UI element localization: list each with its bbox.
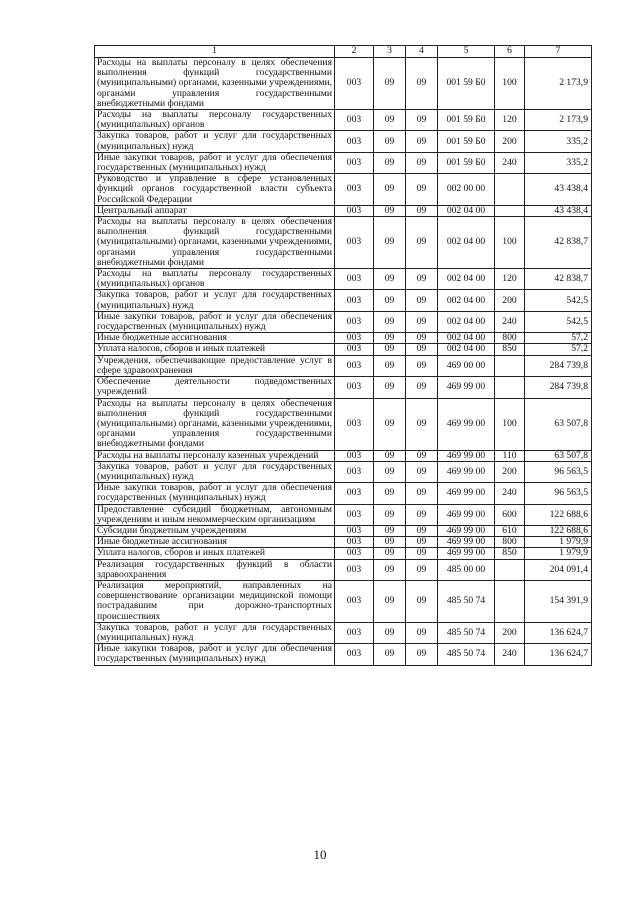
expense-type-cell [495,355,525,376]
amount-cell: 43 438,4 [525,205,592,216]
expense-name-cell: Расходы на выплаты персоналу в целях обеспечения выполнения функций государственными (муниципальными) органами, казенными учреждениями, органами управления государственными внебюджетными фондами [95,398,335,450]
expense-type-cell: 240 [495,311,525,332]
section-code-cell: 09 [374,131,406,152]
subsection-code-cell: 09 [406,548,438,559]
table-row [95,110,592,131]
expense-type-cell: 200 [495,622,525,643]
section-code-cell: 09 [374,559,406,580]
subsection-code-cell: 09 [406,174,438,206]
table-row [95,504,592,525]
subsection-code-cell: 09 [406,525,438,536]
ministry-code-cell: 003 [335,537,374,548]
section-code-cell: 09 [374,311,406,332]
table-row [95,377,592,398]
amount-cell: 284 739,8 [525,377,592,398]
target-article-cell: 469 99 00 [438,525,495,536]
table-row [95,622,592,643]
amount-cell: 96 563,5 [525,483,592,504]
ministry-code-cell: 003 [335,450,374,461]
page-number: 10 [313,847,327,862]
section-code-cell: 09 [374,217,406,269]
subsection-code-cell: 09 [406,152,438,173]
expense-name-cell: Закупка товаров, работ и услуг для государственных (муниципальных) нужд [95,131,335,152]
expense-name-cell: Обеспечение деятельности подведомственных учреждений [95,377,335,398]
table-row [95,559,592,580]
target-article-cell: 469 99 00 [438,483,495,504]
expense-name-cell: Иные закупки товаров, работ и услуг для обеспечения государственных (муниципальных) нужд [95,152,335,173]
ministry-code-cell: 003 [335,269,374,290]
ministry-code-cell: 003 [335,58,374,110]
expense-type-cell [495,377,525,398]
section-code-cell: 09 [374,398,406,450]
amount-cell: 1 979,9 [525,537,592,548]
table-row [95,580,592,622]
subsection-code-cell: 09 [406,110,438,131]
target-article-cell: 002 00 00 [438,174,495,206]
ministry-code-cell: 003 [335,377,374,398]
section-code-cell: 09 [374,205,406,216]
expense-type-cell: 610 [495,525,525,536]
expense-type-cell: 850 [495,344,525,355]
amount-cell: 2 173,9 [525,58,592,110]
ministry-code-cell: 003 [335,355,374,376]
target-article-cell: 469 99 00 [438,377,495,398]
subsection-code-cell: 09 [406,344,438,355]
expense-type-cell: 240 [495,152,525,173]
section-code-cell: 09 [374,344,406,355]
section-code-cell: 09 [374,622,406,643]
ministry-code-cell: 003 [335,205,374,216]
table-row [95,548,592,559]
expense-name-cell: Учреждения, обеспечивающие предоставление услуг в сфере здравоохранения [95,355,335,376]
subsection-code-cell: 09 [406,333,438,344]
expense-type-cell: 240 [495,483,525,504]
target-article-cell: 469 99 00 [438,450,495,461]
amount-cell: 96 563,5 [525,461,592,482]
subsection-code-cell: 09 [406,622,438,643]
expense-name-cell: Иные закупки товаров, работ и услуг для обеспечения государственных (муниципальных) нужд [95,311,335,332]
subsection-code-cell: 09 [406,483,438,504]
budget-table [94,45,592,666]
subsection-code-cell: 09 [406,131,438,152]
target-article-cell: 002 04 00 [438,333,495,344]
ministry-code-cell: 003 [335,644,374,665]
section-code-cell: 09 [374,152,406,173]
table-row [95,644,592,665]
expense-type-cell: 240 [495,644,525,665]
header-cell: 7 [525,46,592,58]
subsection-code-cell: 09 [406,290,438,311]
amount-cell: 284 739,8 [525,355,592,376]
target-article-cell: 001 59 Б0 [438,110,495,131]
expense-type-cell: 110 [495,450,525,461]
header-cell: 6 [495,46,525,58]
subsection-code-cell: 09 [406,269,438,290]
target-article-cell: 485 50 74 [438,644,495,665]
section-code-cell: 09 [374,450,406,461]
header-cell: 4 [406,46,438,58]
amount-cell: 57,2 [525,333,592,344]
amount-cell: 204 091,4 [525,559,592,580]
target-article-cell: 002 04 00 [438,205,495,216]
ministry-code-cell: 003 [335,311,374,332]
table-body [95,46,592,666]
ministry-code-cell: 003 [335,131,374,152]
expense-name-cell: Иные бюджетные ассигнования [95,537,335,548]
target-article-cell: 469 99 00 [438,548,495,559]
subsection-code-cell: 09 [406,580,438,622]
section-code-cell: 09 [374,290,406,311]
target-article-cell: 469 99 00 [438,461,495,482]
amount-cell: 335,2 [525,152,592,173]
ministry-code-cell: 003 [335,580,374,622]
subsection-code-cell: 09 [406,355,438,376]
target-article-cell: 469 99 00 [438,537,495,548]
ministry-code-cell: 003 [335,217,374,269]
table-row [95,355,592,376]
header-cell: 1 [95,46,335,58]
subsection-code-cell: 09 [406,398,438,450]
ministry-code-cell: 003 [335,152,374,173]
section-code-cell: 09 [374,58,406,110]
table-row [95,398,592,450]
ministry-code-cell: 003 [335,461,374,482]
expense-type-cell [495,559,525,580]
table-row [95,344,592,355]
amount-cell: 154 391,9 [525,580,592,622]
table-row [95,290,592,311]
expense-type-cell [495,580,525,622]
ministry-code-cell: 003 [335,333,374,344]
target-article-cell: 469 99 00 [438,504,495,525]
ministry-code-cell: 003 [335,559,374,580]
subsection-code-cell: 09 [406,58,438,110]
expense-name-cell: Реализация мероприятий, направленных на совершенствование организации медицинской помощи пострадавшим при дорожно-транспортных происшествиях [95,580,335,622]
amount-cell: 542,5 [525,290,592,311]
ministry-code-cell: 003 [335,290,374,311]
target-article-cell: 002 04 00 [438,217,495,269]
table-row [95,450,592,461]
amount-cell: 63 507,8 [525,450,592,461]
target-article-cell: 002 04 00 [438,311,495,332]
amount-cell: 136 624,7 [525,622,592,643]
section-code-cell: 09 [374,525,406,536]
amount-cell: 136 624,7 [525,644,592,665]
target-article-cell: 485 50 74 [438,580,495,622]
section-code-cell: 09 [374,537,406,548]
expense-name-cell: Предоставление субсидий бюджетным, автономным учреждениям и иным некоммерческим организациям [95,504,335,525]
subsection-code-cell: 09 [406,205,438,216]
amount-cell: 542,5 [525,311,592,332]
expense-type-cell: 200 [495,131,525,152]
section-code-cell: 09 [374,580,406,622]
subsection-code-cell: 09 [406,559,438,580]
expense-name-cell: Центральный аппарат [95,205,335,216]
amount-cell: 43 438,4 [525,174,592,206]
table-row [95,205,592,216]
expense-name-cell: Уплата налогов, сборов и иных платежей [95,548,335,559]
expense-name-cell: Иные закупки товаров, работ и услуг для обеспечения государственных (муниципальных) нужд [95,483,335,504]
ministry-code-cell: 003 [335,525,374,536]
expense-name-cell: Иные закупки товаров, работ и услуг для обеспечения государственных (муниципальных) нужд [95,644,335,665]
expense-name-cell: Расходы на выплаты персоналу в целях обеспечения выполнения функций государственными (муниципальными) органами, казенными учреждениями, органами управления государственными внебюджетными фондами [95,58,335,110]
expense-name-cell: Уплата налогов, сборов и иных платежей [95,344,335,355]
section-code-cell: 09 [374,110,406,131]
header-cell: 5 [438,46,495,58]
target-article-cell: 485 00 00 [438,559,495,580]
amount-cell: 57,2 [525,344,592,355]
expense-name-cell: Иные бюджетные ассигнования [95,333,335,344]
expense-type-cell: 120 [495,110,525,131]
section-code-cell: 09 [374,333,406,344]
table-row [95,131,592,152]
amount-cell: 2 173,9 [525,110,592,131]
table-row [95,174,592,206]
expense-type-cell: 100 [495,217,525,269]
section-code-cell: 09 [374,269,406,290]
expense-type-cell: 600 [495,504,525,525]
ministry-code-cell: 003 [335,504,374,525]
target-article-cell: 469 99 00 [438,398,495,450]
expense-name-cell: Расходы на выплаты персоналу государственных (муниципальных) органов [95,110,335,131]
expense-type-cell: 100 [495,58,525,110]
target-article-cell: 001 59 Б0 [438,131,495,152]
subsection-code-cell: 09 [406,504,438,525]
expense-name-cell: Расходы на выплаты персоналу государственных (муниципальных) органов [95,269,335,290]
section-code-cell: 09 [374,483,406,504]
expense-name-cell: Закупка товаров, работ и услуг для государственных (муниципальных) нужд [95,622,335,643]
expense-type-cell: 800 [495,333,525,344]
expense-type-cell: 200 [495,290,525,311]
table-row [95,58,592,110]
expense-name-cell: Руководство и управление в сфере установленных функций органов государственной власти субъекта Российской Федерации [95,174,335,206]
expense-type-cell: 120 [495,269,525,290]
subsection-code-cell: 09 [406,461,438,482]
ministry-code-cell: 003 [335,110,374,131]
header-cell: 2 [335,46,374,58]
table-header-row [95,46,592,58]
ministry-code-cell: 003 [335,344,374,355]
expense-name-cell: Закупка товаров, работ и услуг для государственных (муниципальных) нужд [95,461,335,482]
target-article-cell: 001 59 Б0 [438,152,495,173]
table-row [95,311,592,332]
ministry-code-cell: 003 [335,622,374,643]
header-cell: 3 [374,46,406,58]
target-article-cell: 002 04 00 [438,344,495,355]
ministry-code-cell: 003 [335,548,374,559]
subsection-code-cell: 09 [406,450,438,461]
expense-type-cell: 200 [495,461,525,482]
subsection-code-cell: 09 [406,377,438,398]
table-row [95,333,592,344]
target-article-cell: 002 04 00 [438,290,495,311]
section-code-cell: 09 [374,504,406,525]
section-code-cell: 09 [374,461,406,482]
table-row [95,537,592,548]
expense-name-cell: Расходы на выплаты персоналу казенных учреждений [95,450,335,461]
expense-name-cell: Расходы на выплаты персоналу в целях обеспечения выполнения функций государственными (муниципальными) органами, казенными учреждениями, органами управления государственными внебюджетными фондами [95,217,335,269]
expense-type-cell: 850 [495,548,525,559]
amount-cell: 122 688,6 [525,504,592,525]
table-row [95,269,592,290]
ministry-code-cell: 003 [335,398,374,450]
expense-name-cell: Закупка товаров, работ и услуг для государственных (муниципальных) нужд [95,290,335,311]
target-article-cell: 485 50 74 [438,622,495,643]
subsection-code-cell: 09 [406,537,438,548]
subsection-code-cell: 09 [406,644,438,665]
subsection-code-cell: 09 [406,311,438,332]
section-code-cell: 09 [374,355,406,376]
section-code-cell: 09 [374,174,406,206]
table-row [95,483,592,504]
section-code-cell: 09 [374,377,406,398]
expense-type-cell [495,205,525,216]
section-code-cell: 09 [374,548,406,559]
table-row [95,525,592,536]
expense-type-cell: 800 [495,537,525,548]
amount-cell: 122 688,6 [525,525,592,536]
amount-cell: 42 838,7 [525,217,592,269]
section-code-cell: 09 [374,644,406,665]
amount-cell: 63 507,8 [525,398,592,450]
target-article-cell: 002 04 00 [438,269,495,290]
amount-cell: 1 979,9 [525,548,592,559]
target-article-cell: 001 59 Б0 [438,58,495,110]
expense-name-cell: Субсидии бюджетным учреждениям [95,525,335,536]
table-row [95,461,592,482]
table-row [95,152,592,173]
expense-type-cell: 100 [495,398,525,450]
expense-type-cell [495,174,525,206]
expense-name-cell: Реализация государственных функций в области здравоохранения [95,559,335,580]
table-row [95,217,592,269]
target-article-cell: 469 00 00 [438,355,495,376]
ministry-code-cell: 003 [335,483,374,504]
amount-cell: 42 838,7 [525,269,592,290]
ministry-code-cell: 003 [335,174,374,206]
amount-cell: 335,2 [525,131,592,152]
subsection-code-cell: 09 [406,217,438,269]
